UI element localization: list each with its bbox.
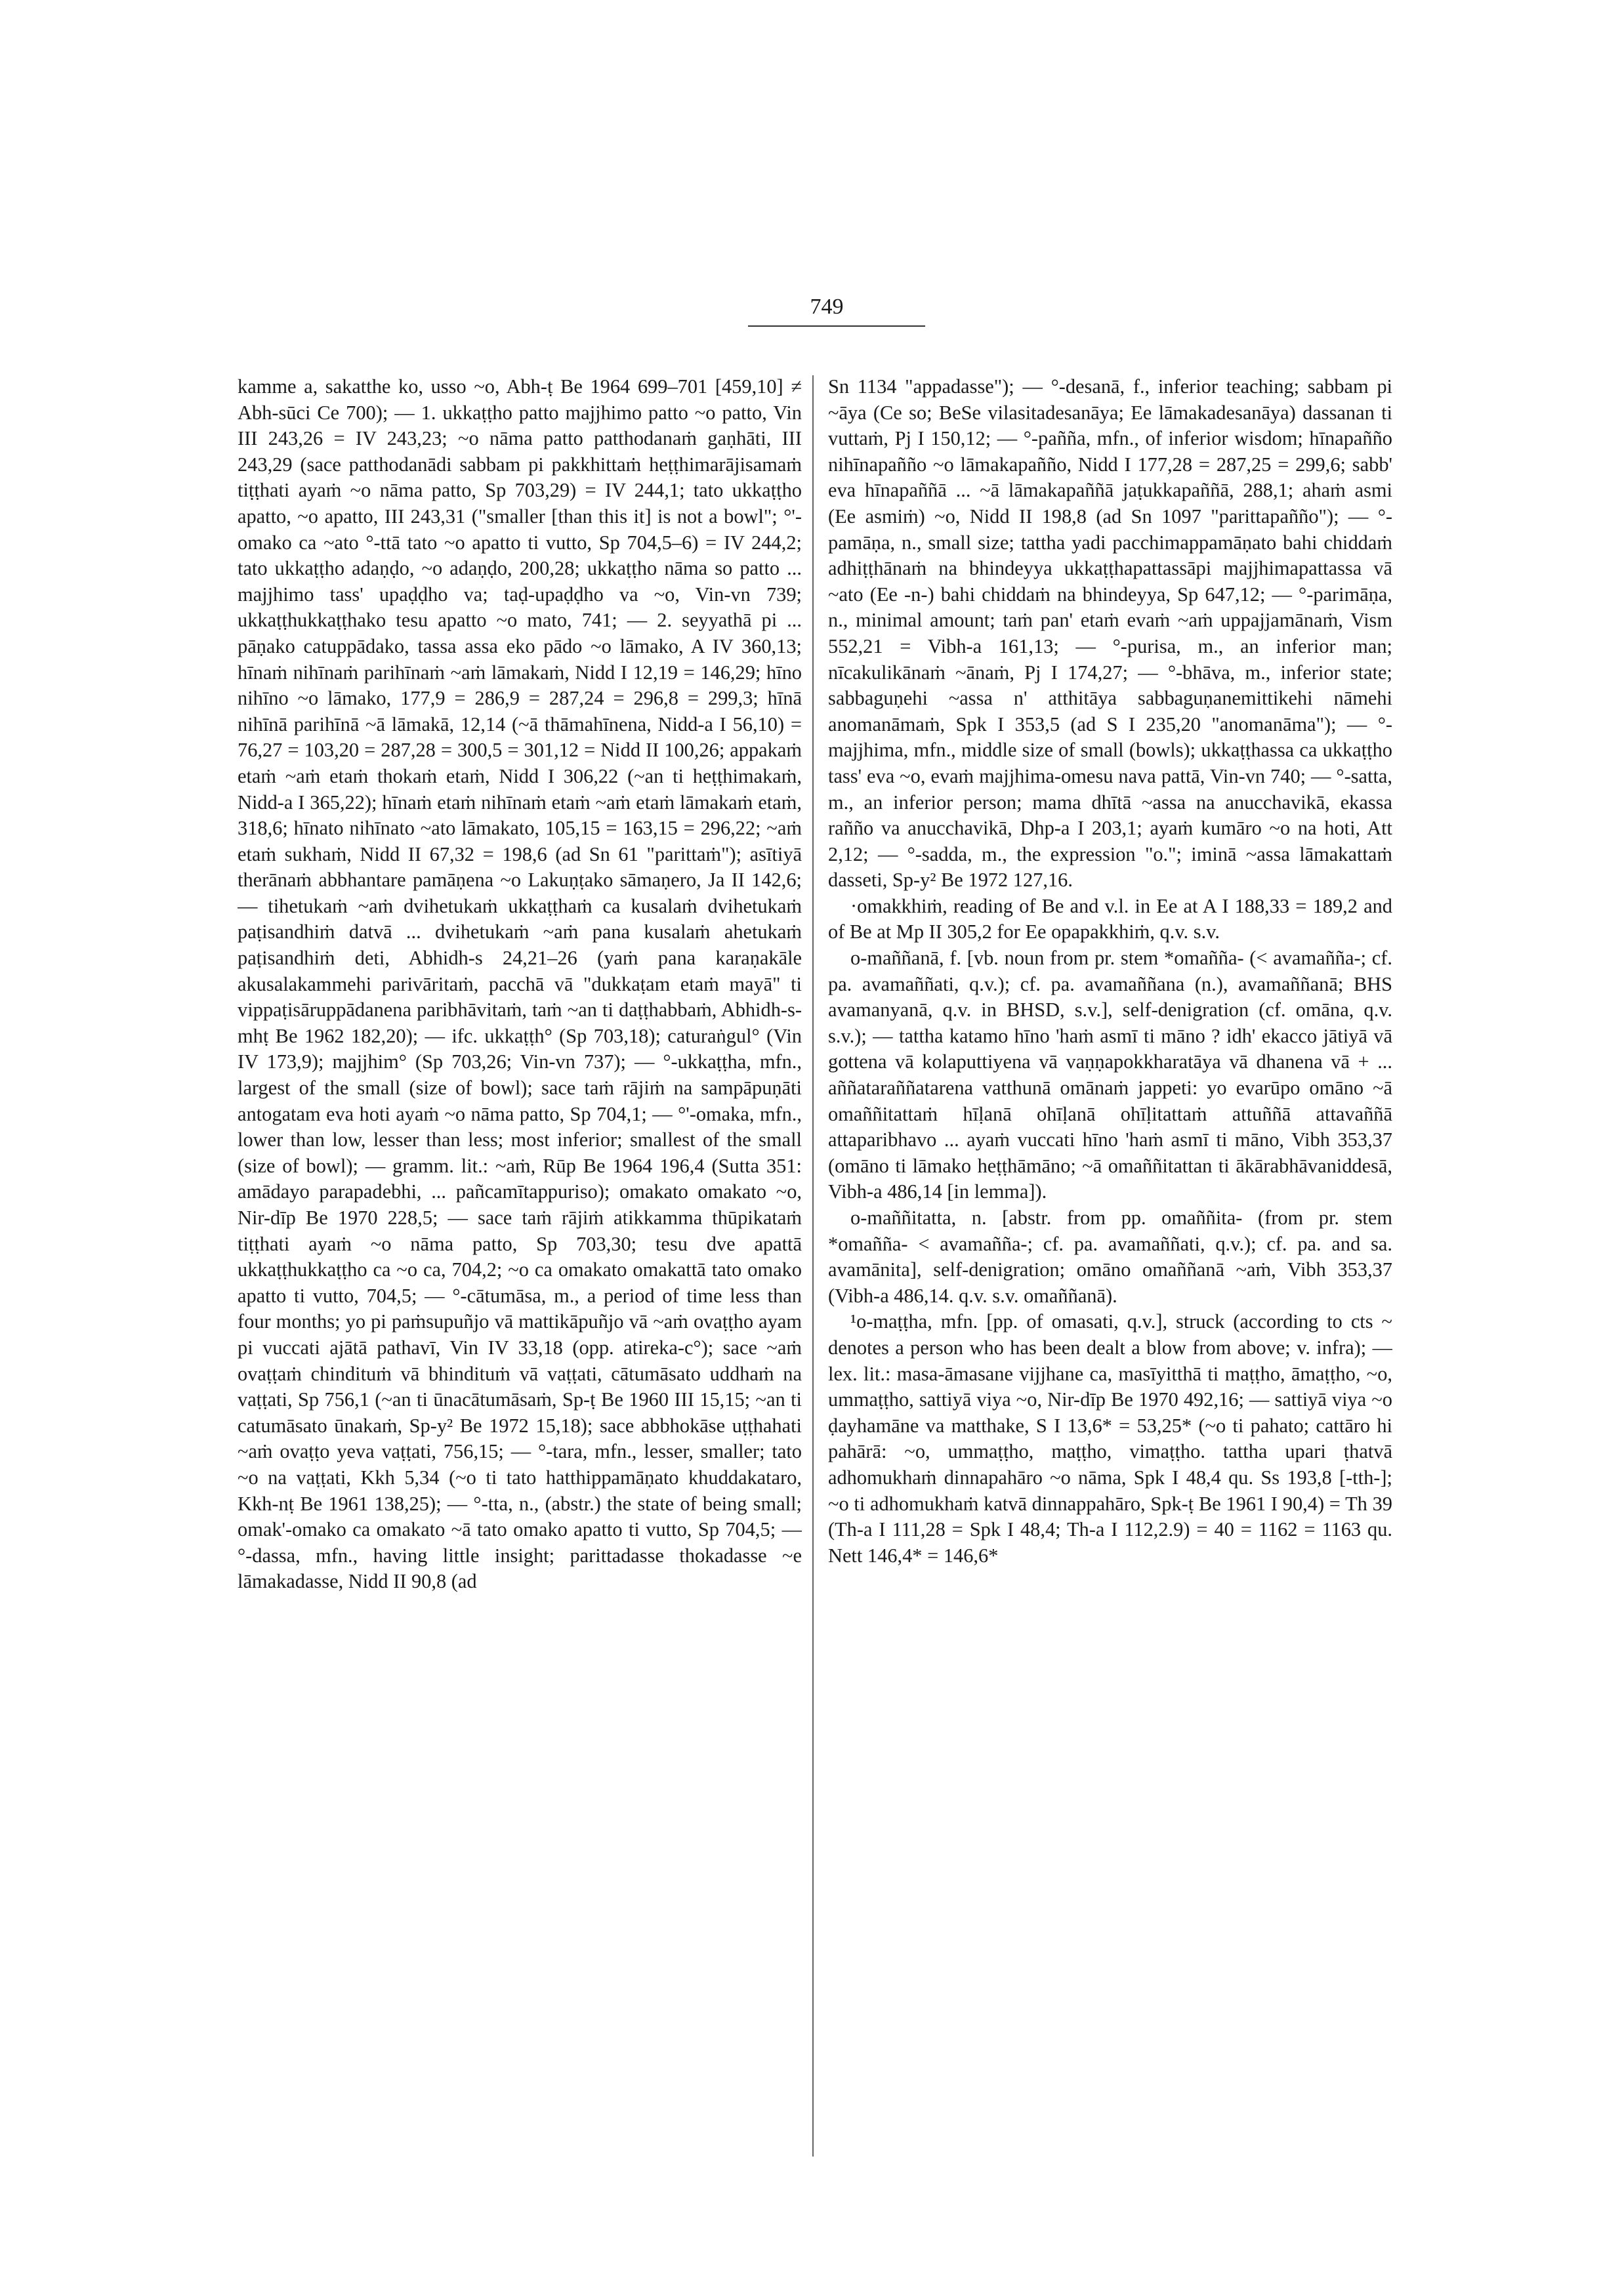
dictionary-entry: ·omakkhiṁ, reading of Be and v.l. in Ee at A I 188,33 = 189,2 and of Be at Mp II 305,2 for Ee opapakkhiṁ, q.v. s.v.: [828, 894, 1392, 943]
dictionary-entry: kamme a, sakatthe ko, usso ~o, Abh-ṭ Be 1964 699–701 [459,10] ≠ Abh-sūci Ce 700); — 1. ukkaṭṭho patto majjhimo patto ~o patto, Vin III 243,26 = IV 243,23; ~o nāma patto patthodanaṁ gaṇhāti, III 243,29 (sace patthodanādi sabbam pi pakkhittaṁ heṭṭhimarājisamaṁ tiṭṭhati ayaṁ ~o nāma patto, Sp 703,29) = IV 244,1; tato ukkaṭṭho apatto, ~o apatto, III 243,31 ("smaller [than this it] is not a bowl"; °'-omako ca ~ato °-ttā tato ~o apatto ti vutto, Sp 704,5–6) = IV 244,2; tato ukkaṭṭho adaṇḍo, ~o adaṇḍo, 200,28; ukkaṭṭho nāma so patto ... majjhimo tass' upaḍḍho va; taḍ-upaḍḍho va ~o, Vin-vn 739; ukkaṭṭhukkaṭṭhako tesu apatto ~o mato, 741; — 2. seyyathā pi ... pāṇako catuppādako, tassa assa eko pādo ~o lāmako, A IV 360,13; hīnaṁ nihīnaṁ parihīnaṁ ~aṁ lāmakaṁ, Nidd I 12,19 = 146,29; hīno nihīno ~o lāmako, 177,9 = 286,9 = 287,24 = 296,8 = 299,3; hīnā nihīnā parihīnā ~ā lāmakā, 12,14 (~ā thāmahīnena, Nidd-a I 56,10) = 76,27 = 103,20 = 287,28 = 300,5 = 301,12 = Nidd II 100,26; appakaṁ etaṁ ~aṁ etaṁ thokaṁ etaṁ, Nidd I 306,22 (~an ti heṭṭhimakaṁ, Nidd-a I 365,22); hīnaṁ etaṁ nihīnaṁ etaṁ ~aṁ etaṁ lāmakaṁ etaṁ, 318,6; hīnato nihīnato ~ato lāmakato, 105,15 = 163,15 = 296,22; ~aṁ etaṁ sukhaṁ, Nidd II 67,32 = 198,6 (ad Sn 61 "parittaṁ"); asītiyā therānaṁ abbhantare pamāṇena ~o Lakuṇṭako sāmaṇero, Ja II 142,6; — tihetukaṁ ~aṁ dvihetukaṁ ukkaṭṭhaṁ ca kusalaṁ dvihetukaṁ paṭisandhiṁ datvā ... dvihetukaṁ ~aṁ pana kusalaṁ ahetukaṁ paṭisandhiṁ deti, Abhidh-s 24,21–26 (yaṁ pana karaṇakāle akusalakammehi parivāritaṁ, pacchā vā "dukkaṭam etaṁ mayā" ti vippaṭisāruppādanena paribhāvitaṁ, taṁ ~an ti daṭṭhabbaṁ, Abhidh-s-mhṭ Be 1962 182,20); — ifc. ukkaṭṭh° (Sp 703,18); caturaṅgul° (Vin IV 173,9); majjhim° (Sp 703,26; Vin-vn 737); — °-ukkaṭṭha, mfn., largest of the small (size of bowl); sace taṁ rājiṁ na sampāpuṇāti antogatam eva hoti ayaṁ ~o nāma patto, Sp 704,1; — °'-omaka, mfn., lower than low, lesser than less; most inferior; smallest of the small (size of bowl); — gramm. lit.: ~aṁ, Rūp Be 1964 196,4 (Sutta 351: amādayo parapadebhi, ... pañcamītappuriso); omakato omakato ~o, Nir-dīp Be 1970 228,5; — sace taṁ rājiṁ atikkamma thūpikataṁ tiṭṭhati ayaṁ ~o nāma patto, Sp 703,30; tesu dve apattā ukkaṭṭhukkaṭṭho ca ~o ca, 704,2; ~o ca omakato omakattā tato omako apatto ti vutto, 704,5; — °-cātumāsa, m., a period of time less than four months; yo pi paṁsupuñjo vā mattikāpuñjo vā ~aṁ ovaṭṭho ayam pi vuccati ajātā pathavī, Vin IV 33,18 (opp. atireka-c°); sace ~aṁ ovaṭṭaṁ chindituṁ vā bhindituṁ vā vaṭṭati, cātumāsato uddhaṁ na vaṭṭati, Sp 756,1 (~an ti ūnacātumāsaṁ, Sp-ṭ Be 1960 III 15,15; ~an ti catumāsato ūnakaṁ, Sp-y² Be 1972 15,18); sace abbhokāse uṭṭhahati ~aṁ ovaṭṭo yeva vaṭṭati, 756,15; — °-tara, mfn., lesser, smaller; tato ~o na vaṭṭati, Kkh 5,34 (~o ti tato hatthippamāṇato khuddakataro, Kkh-nṭ Be 1961 138,25); — °-tta, n., (abstr.) the state of being small; omak'-omako ca omakato ~ā tato omako apatto ti vutto, Sp 704,5; — °-dassa, mfn., having little insight; parittadasse thokadasse ~e lāmakadasse, Nidd II 90,8 (ad: [238, 375, 802, 1593]
dictionary-entry: ¹o-maṭṭha, mfn. [pp. of omasati, q.v.], struck (according to cts ~ denotes a person who has been dealt a blow from above; v. infra); — lex. lit.: masa-āmasane vijjhane ca, masīyitthā ti maṭṭho, āmaṭṭho, ~o, ummaṭṭho, sattiyā viya ~o, Nir-dīp Be 1970 492,16; — sattiyā viya ~o ḍayhamāne va matthake, S I 13,6* = 53,25* (~o ti pahato; cattāro hi pahārā: ~o, ummaṭṭho, maṭṭho, vimaṭṭho. tattha upari ṭhatvā adhomukhaṁ dinnapahāro ~o nāma, Spk I 48,4 qu. Ss 193,8 [-tth-]; ~o ti adhomukhaṁ katvā dinnappahāro, Spk-ṭ Be 1961 I 90,4) = Th 39 (Th-a I 111,28 = Spk I 48,4; Th-a I 112,2.9) = 40 = 1162 = 1163 qu. Nett 146,4* = 146,6*: [828, 1310, 1392, 1567]
left-column: [238, 374, 802, 2159]
dictionary-entry: o-maññanā, f. [vb. noun from pr. stem *omañña- (< avamañña-; cf. pa. avamaññati, q.v.); cf. pa. avamaññana (n.), avamaññanā; BHS avamanyanā, q.v. in BHSD, s.v.], self-denigration (cf. omāna, q.v. s.v.); — tattha katamo hīno 'haṁ asmī ti māno ? idh' ekacco jātiyā vā gottena vā kolaputtiyena vā vaṇṇapokkharatāya vā dhanena vā + ... aññataraññatarena vatthunā omānaṁ jappeti: yo evarūpo omāno ~ā omaññitattaṁ hīḷanā ohīḷanā ohīḷitattaṁ attuññā attavaññā attaparibhavo ... ayaṁ vuccati hīno 'haṁ asmī ti māno, Vibh 353,37 (omāno ti lāmako heṭṭhāmāno; ~ā omaññitattan ti ākārabhāvaniddesā, Vibh-a 486,14 [in lemma]).: [828, 947, 1392, 1203]
column-divider: [812, 375, 814, 2157]
page-number: 749: [810, 295, 844, 319]
right-column: [828, 374, 1392, 2159]
dictionary-entry: o-maññitatta, n. [abstr. from pp. omaññita- (from pr. stem *omañña- < avamañña-; cf. pa. avamaññati, q.v.); cf. pa. and sa. avamānita], self-denigration; omāno omaññanā ~aṁ, Vibh 353,37 (Vibh-a 486,14. q.v. s.v. omaññanā).: [828, 1207, 1392, 1307]
dictionary-entry: Sn 1134 "appadasse"); — °-desanā, f., inferior teaching; sabbam pi ~āya (Ce so; BeSe vilasitadesanāya; Ee lāmakadesanāya) dassanan ti vuttaṁ, Pj I 150,12; — °-pañña, mfn., of inferior wisdom; hīnapañño nihīnapañño ~o lāmakapañño, Nidd I 177,28 = 287,25 = 299,6; sabb' eva hīnapaññā ... ~ā lāmakapaññā jaṭukkapaññā, 288,1; ahaṁ asmi (Ee asmiṁ) ~o, Nidd II 198,8 (ad Sn 1097 "parittapañño"); — °-pamāṇa, n., small size; tattha yadi pacchimappamāṇato bahi chiddaṁ adhiṭṭhānaṁ na bhindeyya ukkaṭṭhapattassāpi majjhimapattassa vā ~ato (Ee -n-) bahi chiddaṁ na bhindeyya, Sp 647,12; — °-parimāṇa, n., minimal amount; taṁ pan' etaṁ evaṁ ~aṁ uppajjamānaṁ, Vism 552,21 = Vibh-a 161,13; — °-purisa, m., an inferior man; nīcakulikānaṁ ~ānaṁ, Pj I 174,27; — °-bhāva, m., inferior state; sabbaguṇehi ~assa n' atthitāya sabbaguṇanemittikehi nāmehi anomanāmaṁ, Spk I 353,5 (ad S I 235,20 "anomanāma"); — °-majjhima, mfn., middle size of small (bowls); ukkaṭṭhassa ca ukkaṭṭho tass' eva ~o, evaṁ majjhima-omesu nava pattā, Vin-vn 740; — °-satta, m., an inferior person; mama dhītā ~assa na anucchavikā, ekassa rañño va anucchavikā, Dhp-a I 203,1; ayaṁ kumāro ~o na hoti, Att 2,12; — °-sadda, m., the expression "o."; iminā ~assa lāmakattaṁ dasseti, Sp-y² Be 1972 127,16.: [828, 375, 1392, 892]
page-number-rule: [748, 325, 925, 327]
